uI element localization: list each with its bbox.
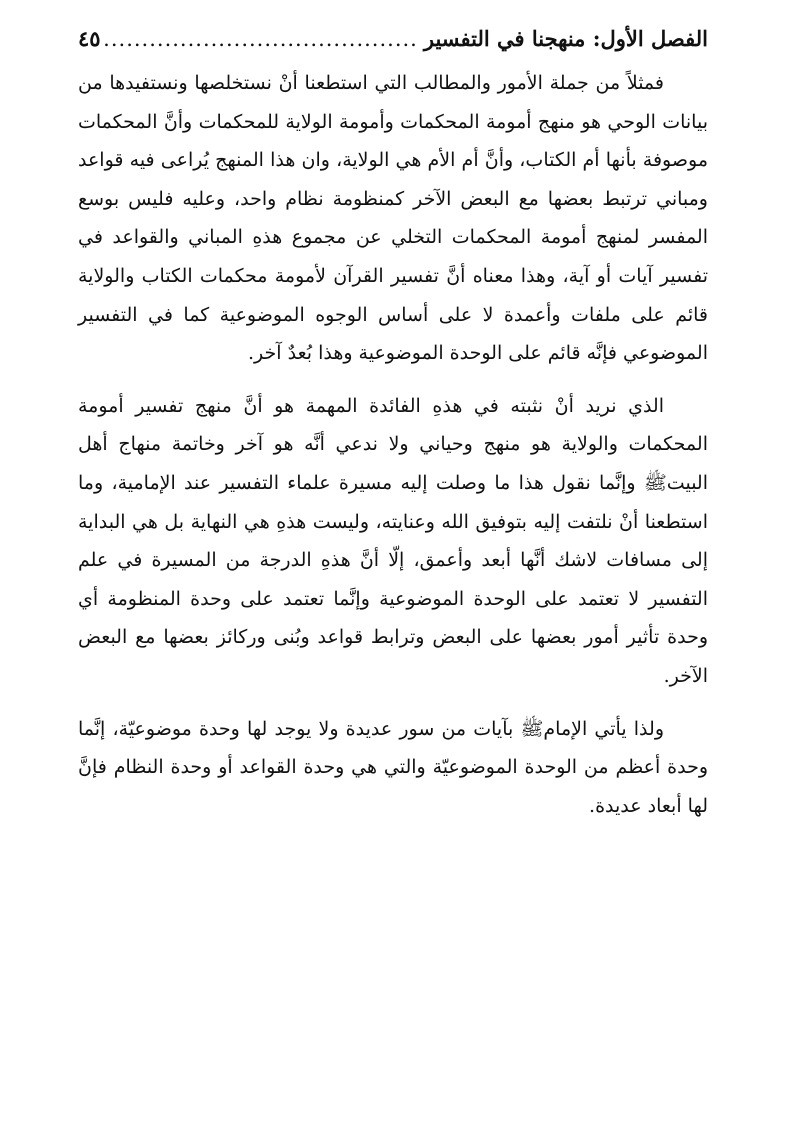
paragraph: فمثلاً من جملة الأمور والمطالب التي استطعنا أنْ نستخلصها ونستفيدها من بيانات الوحي هو منهج أمومة المحكمات وأمومة الولاية للمحكمات وأنَّ المحكمات موصوفة بأنها أم الكتاب، وأنَّ أم الأم هي الولاية، وان هذا المنهج يُراعى فيه قواعد ومباني ترتبط بعضها مع البعض الآخر كمنظومة نظام واحد، وعليه فليس بوسع المفسر لمنهج أمومة المحكمات التخلي عن مجموع هذهِ المباني والقواعد في تفسير آيات أو آية، وهذا معناه أنَّ تفسير القرآن لأمومة محكمات الكتاب والولاية قائم على ملفات وأعمدة لا على أساس الوجوه الموضوعية كما في التفسير الموضوعي فإنَّه قائم على الوحدة الموضوعية وهذا بُعدٌ آخر. [78,72,708,365]
header-leader-dots [101,22,424,56]
page-body [78,22,708,825]
chapter-title: الفصل الأول: منهجنا في التفسير [423,26,708,51]
paragraph: الذي نريد أنْ نثبته في هذهِ الفائدة المهمة هو أنَّ منهج تفسير أمومة المحكمات والولاية هو منهج وحياني ولا ندعي أنَّه هو آخر وخاتمة منهاج أهل البيتﷺ وإنَّما نقول هذا ما وصلت إليه مسيرة علماء التفسير عند الإمامية، وما استطعنا أنْ نلتفت إليه بتوفيق الله وعنايته، وليست هذهِ هي النهاية بل هي البداية إلى مسافات لاشك أنَّها أبعد وأعمق، إلّا أنَّ هذهِ الدرجة من المسيرة في علم التفسير لا تعتمد على الوحدة الموضوعية وإنَّما تعتمد على وحدة المنظومة أي وحدة تأثير أمور بعضها على البعض وترابط قواعد وبُنى وركائز بعضها مع البعض الآخر. [78,394,708,687]
page-number: ٤٥ [78,26,101,51]
running-header [78,22,708,56]
paragraph: ولذا يأتي الإمامﷺ بآيات من سور عديدة ولا يوجد لها وحدة موضوعيّة، إنَّما وحدة أعظم من الوحدة الموضوعيّة والتي هي وحدة القواعد أو وحدة النظام فإنَّ لها أبعاد عديدة. [78,717,708,817]
